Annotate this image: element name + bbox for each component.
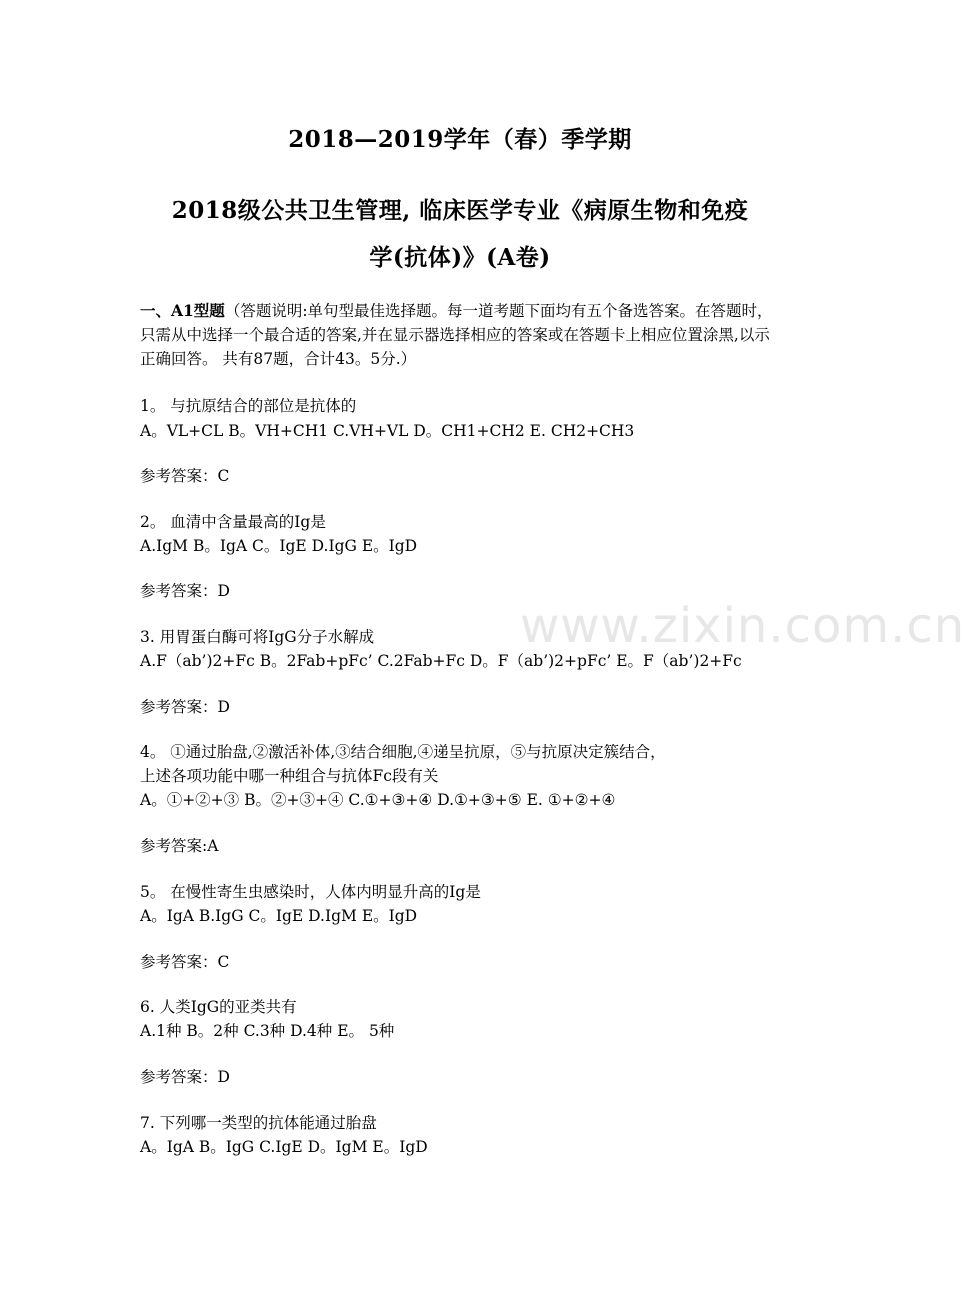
question-1-options: A。VL+CL B。VH+CH1 C.VH+VL D。CH1+CH2 E. CH2+CH3	[140, 422, 635, 440]
question-1-answer: 参考答案：C	[140, 467, 230, 485]
section-label: 一、A1型题	[140, 301, 225, 320]
question-7-stem: 7. 下列哪一类型的抗体能通过胎盘	[140, 1114, 377, 1132]
question-4-answer: 参考答案:A	[140, 837, 219, 855]
course-title-line1: 2018级公共卫生管理, 临床医学专业《病原生物和免疫	[171, 197, 749, 224]
watermark: www.zixin.com.cn	[520, 598, 965, 654]
question-6-answer: 参考答案：D	[140, 1068, 230, 1086]
question-2-stem: 2。 血清中含量最高的Ig是	[140, 513, 326, 531]
question-6-options: A.1种 B。2种 C.3种 D.4种 E。 5种	[140, 1022, 395, 1040]
question-4-stem: 4。 ①通过胎盘,②激活补体,③结合细胞,④递呈抗原，⑤与抗原决定簇结合，	[140, 743, 666, 761]
section-instructions: （答题说明:单句型最佳选择题。每一道考题下面均有五个备选答案。在答题时，只需从中选择一个最合适的答案,并在显示器选择相应的答案或在答题卡上相应位置涂黑,以示正确回答。 共有87题，合计43。5分.）	[140, 302, 773, 368]
question-5-options: A。IgA B.IgG C。IgE D.IgM E。IgD	[140, 907, 418, 925]
question-6-stem: 6. 人类IgG的亚类共有	[140, 998, 297, 1016]
question-5-answer: 参考答案：C	[140, 953, 230, 971]
course-title-line2: 学(抗体)》(A卷)	[369, 244, 551, 271]
semester-title: 2018—2019学年（春）季学期	[288, 126, 632, 153]
question-7-options: A。IgA B。IgG C.IgE D。IgM E。IgD	[140, 1138, 428, 1156]
question-4-options: A。①+②+③ B。②+③+④ C.①+③+④ D.①+③+⑤ E. ①+②+④	[140, 791, 616, 809]
question-1-stem: 1。 与抗原结合的部位是抗体的	[140, 397, 357, 415]
question-3-answer: 参考答案：D	[140, 698, 230, 716]
question-2-options: A.IgM B。IgA C。IgE D.IgG E。IgD	[140, 537, 418, 555]
question-3-stem: 3. 用胃蛋白酶可将IgG分子水解成	[140, 628, 375, 646]
question-4-stem-continued: 上述各项功能中哪一种组合与抗体Fc段有关	[140, 767, 439, 785]
question-3-options: A.F（ab’)2+Fc B。2Fab+pFc’ C.2Fab+Fc D。F（ab’)2+pFc’ E。F（ab’)2+Fc	[140, 652, 742, 670]
section-intro	[140, 299, 782, 371]
question-5-stem: 5。 在慢性寄生虫感染时，人体内明显升高的Ig是	[140, 883, 481, 901]
question-2-answer: 参考答案：D	[140, 582, 230, 600]
